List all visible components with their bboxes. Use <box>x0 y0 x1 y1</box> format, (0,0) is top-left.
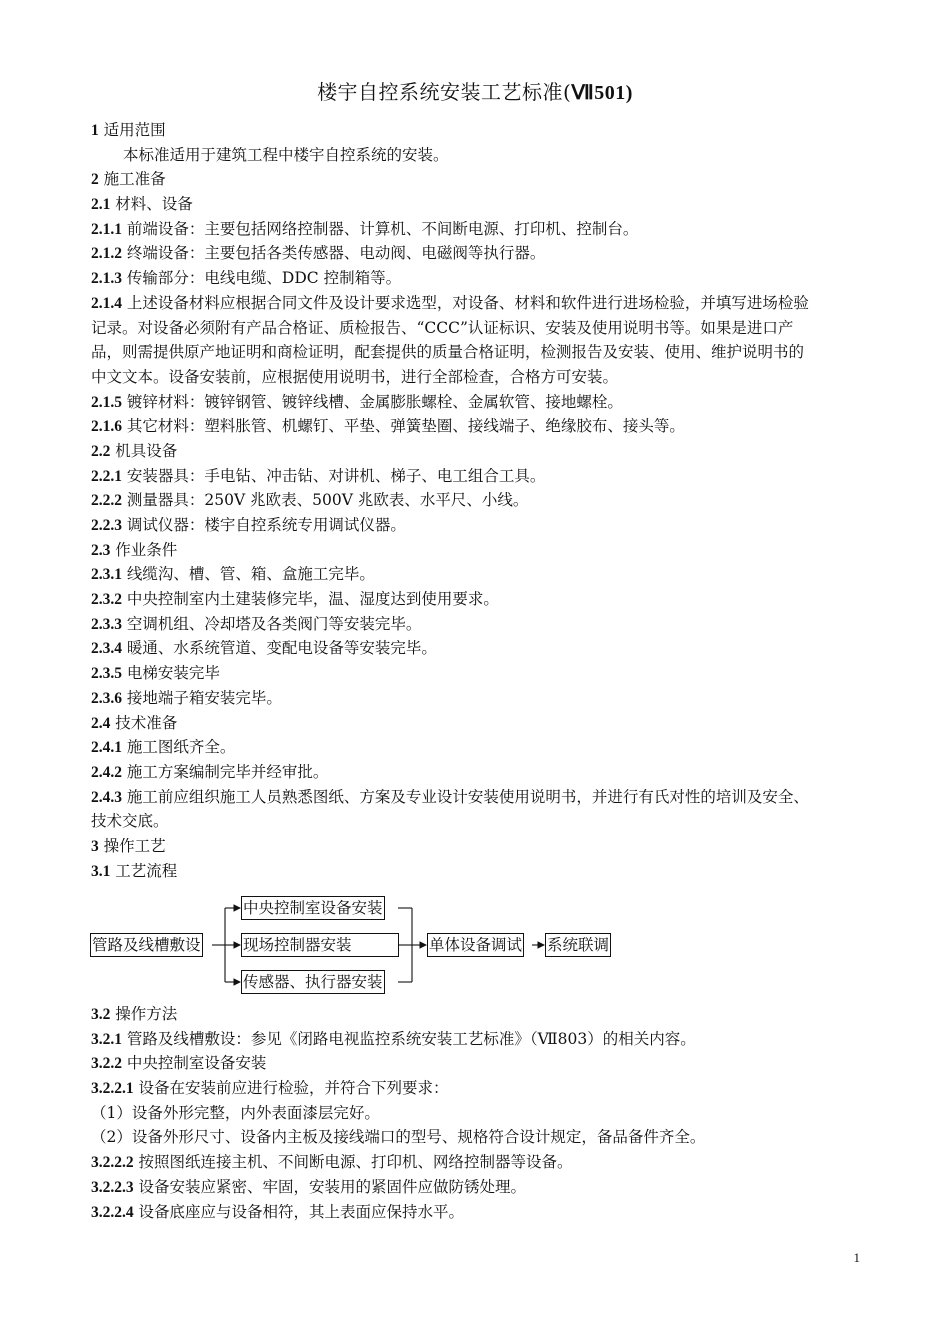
clause-number: 1 <box>91 122 99 139</box>
clause-text: 空调机组、冷却塔及各类阀门等安装完毕。 <box>122 614 422 633</box>
clause-text: 电梯安装完毕 <box>122 664 220 683</box>
clause-text: 接地端子箱安装完毕。 <box>122 688 282 707</box>
clause-number: 2.1.4 <box>91 294 122 312</box>
text-line <box>91 1051 863 1076</box>
clause-number: 2 <box>91 171 99 189</box>
clause-number: 2.1.2 <box>91 245 122 263</box>
flow-step-field-controller: 现场控制器安装 <box>241 933 399 957</box>
clause-text: 操作方法 <box>110 1005 178 1023</box>
clause-number: 3.2.2.2 <box>91 1154 134 1172</box>
clause-text: （2）设备外形尺寸、设备内主板及接线端口的型号、规格符合设计规定，备品备件齐全。 <box>91 1128 706 1147</box>
text-line <box>91 711 863 736</box>
text-line <box>91 636 863 661</box>
clause-number: 2.3.1 <box>91 566 122 584</box>
text-line <box>91 661 863 686</box>
clause-number: 2.3.6 <box>91 689 122 707</box>
clause-text: 中央控制室内土建装修完毕，温、湿度达到使用要求。 <box>122 590 499 609</box>
text-line <box>91 192 863 217</box>
clause-text: 中央控制室设备安装 <box>122 1054 267 1073</box>
text-line <box>91 1076 863 1101</box>
clause-text: 作业条件 <box>110 540 178 559</box>
section-text-after-flow <box>91 1002 863 1224</box>
clause-text: 技术准备 <box>110 713 178 732</box>
clause-number: 2.1.6 <box>91 418 122 436</box>
text-line <box>91 414 863 439</box>
text-line <box>91 1002 863 1027</box>
text-line <box>91 488 863 513</box>
flow-step-system-joint-debug: 系统联调 <box>545 933 611 957</box>
clause-number: 2.4 <box>91 714 111 732</box>
text-line <box>91 538 863 563</box>
clause-text: 调试仪器：楼宇自控系统专用调试仪器。 <box>122 516 406 534</box>
clause-text: 安装器具：手电钻、冲击钻、对讲机、梯子、电工组合工具。 <box>122 466 546 485</box>
clause-text: （1）设备外形完整，内外表面漆层完好。 <box>91 1103 380 1122</box>
text-line <box>91 143 863 168</box>
text-line <box>91 241 863 266</box>
clause-text: 适用范围 <box>98 121 166 139</box>
clause-number: 3 <box>91 837 99 855</box>
process-flowchart <box>90 895 630 995</box>
clause-text: 前端设备：主要包括网络控制器、计算机、不间断电源、打印机、控制台。 <box>122 219 639 238</box>
clause-text: 镀锌材料：镀锌钢管、镀锌线槽、金属膨胀螺栓、金属软管、接地螺栓。 <box>122 392 623 411</box>
page-number: 1 <box>853 1250 860 1265</box>
flow-step-unit-debug: 单体设备调试 <box>427 933 524 957</box>
text-line <box>91 365 863 390</box>
clause-text: 终端设备：主要包括各类传感器、电动阀、电磁阀等执行器。 <box>122 244 546 263</box>
text-line <box>91 1101 863 1126</box>
clause-number: 2.3.3 <box>91 615 122 633</box>
text-line <box>91 760 863 785</box>
clause-number: 2.3 <box>91 541 111 559</box>
clause-number: 3.2.2.1 <box>91 1080 134 1098</box>
text-line <box>91 834 863 859</box>
clause-number: 2.3.5 <box>91 665 122 683</box>
text-line <box>91 340 863 365</box>
clause-text: 工艺流程 <box>110 861 178 880</box>
text-line <box>91 809 863 834</box>
clause-text: 操作工艺 <box>98 836 166 855</box>
clause-text: 管路及线槽敷设：参见《闭路电视监控系统安装工艺标准》（Ⅶ803）的相关内容。 <box>122 1029 696 1048</box>
text-line <box>91 167 863 192</box>
clause-text: 线缆沟、槽、管、箱、盒施工完毕。 <box>122 565 375 584</box>
text-line <box>91 1175 863 1200</box>
clause-number: 2.4.3 <box>91 788 122 806</box>
clause-text: 品，则需提供原产地证明和商检证明，配套提供的质量合格证明，检测报告及安装、使用、维护说明书的 <box>91 343 805 362</box>
text-line <box>91 1200 863 1225</box>
clause-number: 3.1 <box>91 862 111 880</box>
clause-text: 按照图纸连接主机、不间断电源、打印机、网络控制器等设备。 <box>133 1153 573 1172</box>
text-line <box>91 439 863 464</box>
clause-number: 2.1.3 <box>91 270 122 288</box>
clause-number: 2.1.5 <box>91 393 122 411</box>
clause-text: 施工方案编制完毕并经审批。 <box>122 762 329 781</box>
text-line <box>91 686 863 711</box>
flow-step-conduit-laying: 管路及线槽敷设 <box>90 933 203 957</box>
clause-number: 2.4.1 <box>91 739 122 757</box>
clause-text: 上述设备材料应根据合同文件及设计要求选型，对设备、材料和软件进行进场检验，并填写进场检验 <box>122 293 809 312</box>
clause-text: 施工图纸齐全。 <box>122 738 236 757</box>
flow-step-sensor-actuator: 传感器、执行器安装 <box>241 970 385 994</box>
title-code: Ⅶ501) <box>571 82 633 104</box>
clause-number: 2.2.2 <box>91 492 122 510</box>
clause-text: 机具设备 <box>110 441 178 460</box>
clause-number: 2.2 <box>91 442 111 460</box>
clause-number: 3.2.2.3 <box>91 1178 134 1196</box>
clause-number: 2.4.2 <box>91 763 122 781</box>
text-line <box>91 735 863 760</box>
text-line <box>91 291 863 316</box>
text-line <box>91 118 863 143</box>
section-text-before-flow <box>91 118 863 883</box>
text-line <box>91 1027 863 1052</box>
clause-text: 设备安装应紧密、牢固，安装用的紧固件应做防锈处理。 <box>133 1177 527 1196</box>
clause-text: 施工准备 <box>98 170 166 189</box>
text-line <box>91 1150 863 1175</box>
text-line <box>91 464 863 489</box>
text-line <box>91 612 863 637</box>
clause-number: 3.2.1 <box>91 1030 122 1048</box>
text-line <box>91 513 863 538</box>
clause-text: 记录。对设备必须附有产品合格证、质检报告、“CCC”认证标识、安装及使用说明书等。如果是进口产 <box>91 318 794 337</box>
clause-number: 2.1 <box>91 196 111 214</box>
clause-number: 2.2.1 <box>91 467 122 485</box>
text-line <box>91 587 863 612</box>
text-line <box>91 390 863 415</box>
clause-number: 3.2 <box>91 1006 111 1023</box>
clause-text: 本标准适用于建筑工程中楼宇自控系统的安装。 <box>123 145 449 164</box>
text-line <box>91 316 863 341</box>
clause-text: 材料、设备 <box>110 195 193 214</box>
text-line <box>91 217 863 242</box>
clause-text: 设备底座应与设备相符，其上表面应保持水平。 <box>133 1202 465 1221</box>
clause-text: 传输部分：电线电缆、DDC 控制箱等。 <box>122 269 402 288</box>
clause-number: 2.3.4 <box>91 640 122 658</box>
clause-text: 技术交底。 <box>91 812 169 831</box>
title-text: 楼宇自控系统安装工艺标准( <box>317 80 572 104</box>
clause-number: 2.3.2 <box>91 591 122 609</box>
clause-number: 2.2.3 <box>91 517 122 534</box>
clause-number: 2.1.1 <box>91 220 122 238</box>
text-line <box>91 266 863 291</box>
clause-number: 3.2.2 <box>91 1055 122 1073</box>
text-line <box>91 562 863 587</box>
clause-text: 施工前应组织施工人员熟悉图纸、方案及专业设计安装使用说明书，并进行有氏对性的培训及安全、 <box>122 787 809 806</box>
clause-text: 测量器具：250V 兆欧表、500V 兆欧表、水平尺、小线。 <box>122 491 529 510</box>
text-line <box>91 785 863 810</box>
clause-text: 暖通、水系统管道、变配电设备等安装完毕。 <box>122 639 437 658</box>
text-line <box>91 859 863 884</box>
clause-text: 其它材料：塑料胀管、机螺钉、平垫、弹簧垫圈、接线端子、绝缘胶布、接头等。 <box>122 417 685 436</box>
document-title <box>0 76 950 105</box>
text-line <box>91 1125 863 1150</box>
clause-text: 中文文本。设备安装前，应根据使用说明书，进行全部检查，合格方可安装。 <box>91 367 619 386</box>
clause-number: 3.2.2.4 <box>91 1203 134 1221</box>
clause-text: 设备在安装前应进行检验，并符合下列要求： <box>133 1079 449 1098</box>
flow-step-central-control-room: 中央控制室设备安装 <box>241 896 385 920</box>
